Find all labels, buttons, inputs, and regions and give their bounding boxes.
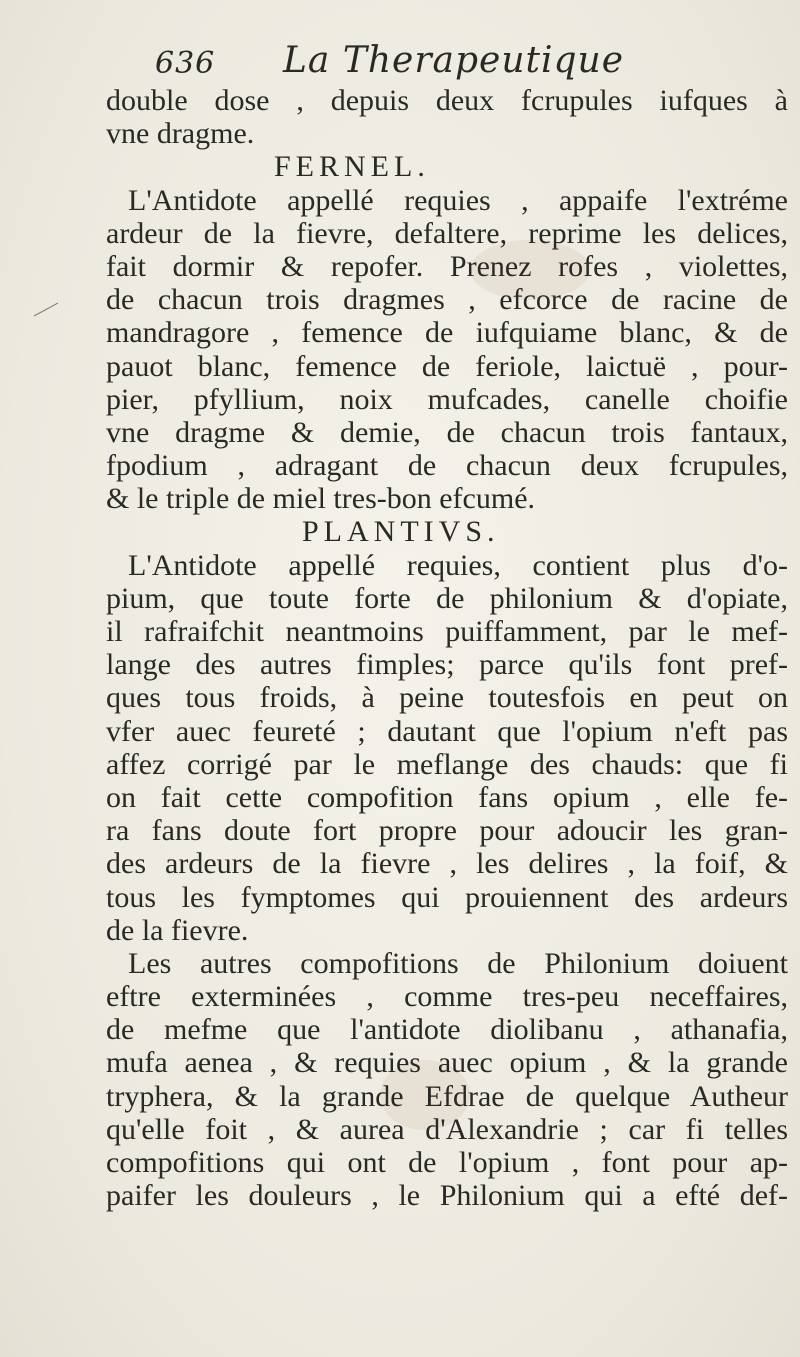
text-line: pauot blanc, femence de feriole, laictuë , pour-: [106, 349, 788, 383]
text-line: affez corrigé par le meflange des chauds: que fi: [106, 747, 788, 781]
text-line: ra fans doute fort propre pour adoucir les gran-: [106, 814, 788, 848]
text-line: tous les fymptomes qui prouiennent des ardeurs: [106, 880, 788, 914]
text-line: mufa aenea , & requies auec opium , & la grande: [106, 1046, 788, 1080]
text-line: il rafraifchit neantmoins puiffamment, par le mef-: [106, 615, 788, 648]
text-line: fpodium , adragant de chacun deux fcrupules,: [106, 449, 788, 483]
text-line: & le triple de miel tres-bon efcumé.: [106, 482, 536, 516]
running-title: La Therapeutique: [283, 40, 625, 81]
text-line: ques tous froids, à peine toutesfois en peut on: [106, 681, 788, 715]
text-line: de la fievre.: [106, 913, 249, 947]
text-line: pium, que toute forte de philonium & d'opiate,: [106, 581, 788, 615]
text-line: qu'elle foit , & aurea d'Alexandrie ; car fi telles: [106, 1112, 788, 1146]
text-line: on fait cette compofition fans opium , elle fe-: [106, 780, 788, 814]
text-line: de chacun trois dragmes , efcorce de racine de: [106, 283, 788, 317]
text-line: tryphera, & la grande Efdrae de quelque Autheur: [106, 1079, 788, 1113]
text-line: paifer les douleurs , le Philonium qui a efté def-: [106, 1179, 788, 1213]
page-number: 636: [155, 46, 216, 81]
text-line: eftre exterminées , comme tres-peu neceffaires,: [106, 980, 788, 1014]
text-line: pier, pfyllium, noix mufcades, canelle choifie: [106, 382, 788, 416]
text-line: de mefme que l'antidote diolibanu , athanafia,: [106, 1013, 788, 1047]
text-line: vne dragme.: [106, 117, 255, 151]
section-heading-fernel: FERNEL.: [274, 150, 430, 184]
text-line: vne dragme & demie, de chacun trois fantaux,: [106, 415, 788, 449]
margin-pen-mark: [32, 300, 62, 318]
text-line: Les autres compofitions de Philonium doiuent: [128, 946, 788, 980]
text-line: L'Antidote appellé requies, contient plus d'o-: [128, 548, 788, 582]
text-line: double dose , depuis deux fcrupules iufques à: [106, 84, 788, 117]
text-line: lange des autres fimples; parce qu'ils font pref-: [106, 648, 788, 682]
page-header: [155, 40, 760, 90]
text-line: mandragore , femence de iufquiame blanc, & de: [106, 316, 788, 350]
text-line: compofitions qui ont de l'opium , font pour ap-: [106, 1146, 788, 1179]
text-line: ardeur de la fievre, defaltere, reprime les delices,: [106, 216, 788, 250]
text-line: L'Antidote appellé requies , appaife l'extréme: [128, 183, 788, 217]
text-line: des ardeurs de la fievre , les delires , la foif, &: [106, 847, 788, 881]
text-line: fait dormir & repofer. Prenez rofes , violettes,: [106, 249, 788, 283]
section-heading-plantius: PLANTIVS.: [302, 515, 500, 549]
text-line: vfer auec feureté ; dautant que l'opium n'eft pas: [106, 714, 788, 748]
body-text: [106, 84, 788, 1212]
